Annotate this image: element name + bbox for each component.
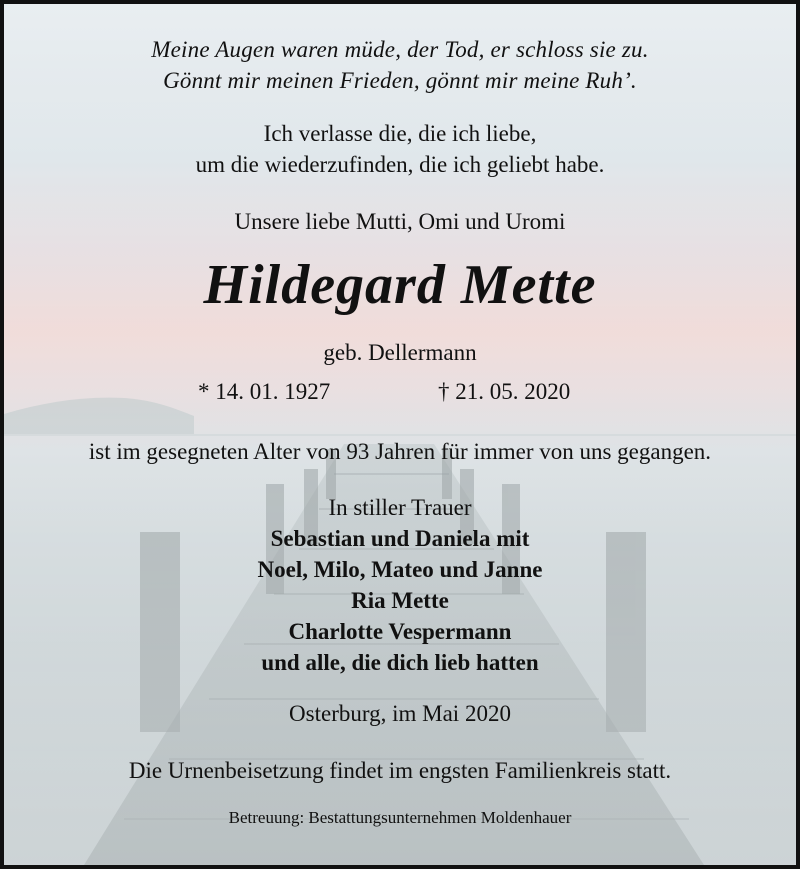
birth-name: geb. Dellermann <box>323 340 477 365</box>
statement-text: ist im gesegneten Alter von 93 Jahren für immer von uns gegangen. <box>88 439 712 464</box>
place-date: Osterburg, im Mai 2020 <box>289 701 511 726</box>
mourner-line-4: Charlotte Vespermann <box>288 619 512 644</box>
obituary-card <box>4 4 796 865</box>
quote-line-1: Ich verlasse die, die ich liebe, <box>263 121 537 146</box>
burial-note: Die Urnenbeisetzung findet im engsten Familienkreis statt. <box>128 758 672 783</box>
mourner-line-5: und alle, die dich lieb hatten <box>261 650 539 675</box>
mourner-line-2: Noel, Milo, Mateo und Janne <box>257 557 543 582</box>
intro-text: Unsere liebe Mutti, Omi und Uromi <box>234 209 566 234</box>
poem-block <box>4 34 796 96</box>
undertaker-credit: Betreuung: Bestattungsunternehmen Moldenhauer <box>228 808 572 827</box>
mourners-block <box>4 492 796 678</box>
quote-block <box>4 118 796 180</box>
mourner-line-3: Ria Mette <box>351 588 449 613</box>
birth-date: * 14. 01. 1927 <box>198 379 331 404</box>
mourner-line-1: Sebastian und Daniela mit <box>270 526 530 551</box>
mourning-heading: In stiller Trauer <box>328 495 472 520</box>
deceased-name: Hildegard Mette <box>203 254 597 316</box>
poem-line-2: Gönnt mir meinen Frieden, gönnt mir meine Ruh’. <box>163 68 637 93</box>
poem-line-1: Meine Augen waren müde, der Tod, er schloss sie zu. <box>151 37 649 62</box>
quote-line-2: um die wiederzufinden, die ich geliebt habe. <box>195 152 605 177</box>
death-date: † 21. 05. 2020 <box>438 379 571 404</box>
